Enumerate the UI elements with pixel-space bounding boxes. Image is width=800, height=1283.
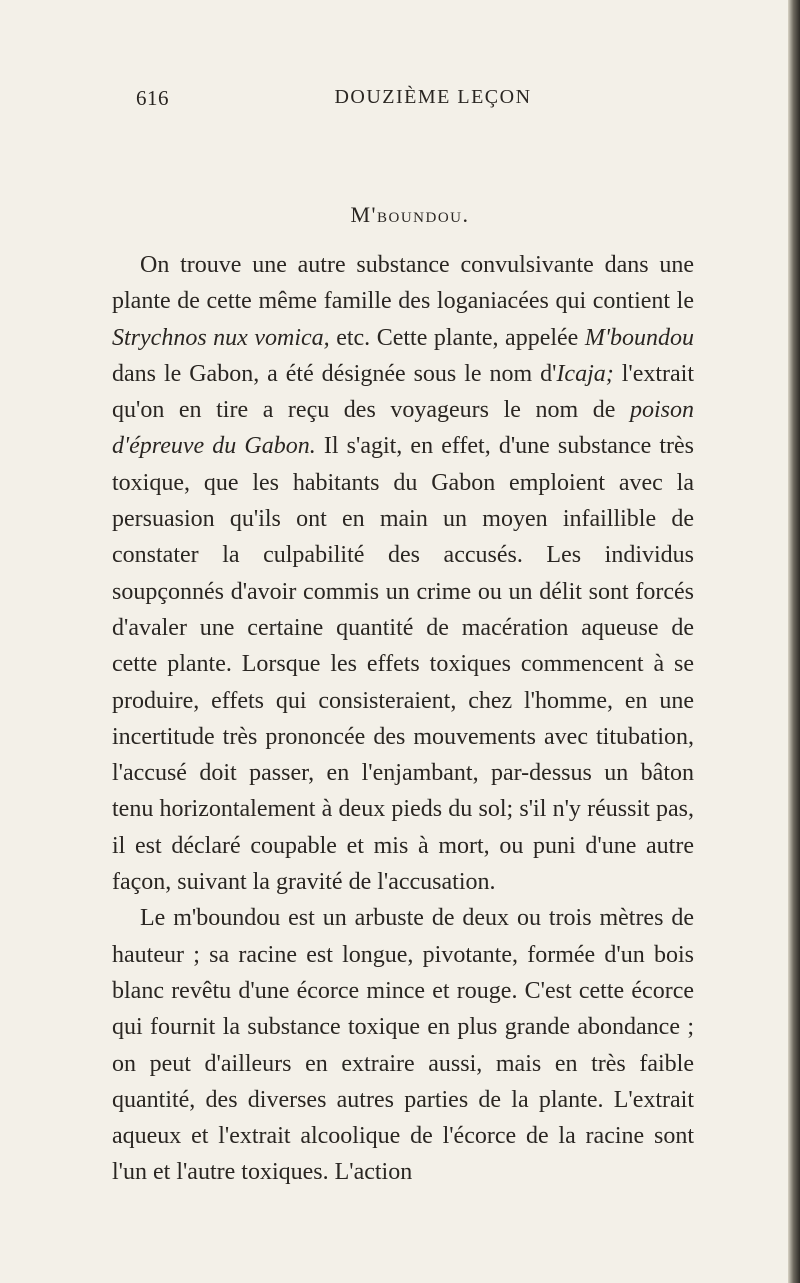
paragraph-2: Le m'boundou est un arbuste de deux ou trois mètres de hauteur ; sa racine est longue, pivotante, formée d'un bois blanc revêtu d'une écorce mince et rouge. C'est cette écorce qui fournit la substance toxique en plus grande abondance ; on peut d'ailleurs en extraire aussi, mais en très faible quantité, des diverses autres parties de la plante. L'extrait aqueux et l'extrait alcoolique de l'écorce de la racine sont l'un et l'autre toxiques. L'action <box>112 905 694 1186</box>
paragraph-1-italic-poison: poison d'épreuve du Gabon. <box>112 397 694 460</box>
paragraph-1-italic-icaja: Icaja; <box>556 360 614 387</box>
paragraph-1-italic-mboundou: M'boundou <box>584 324 694 351</box>
book-binding-edge <box>788 0 800 1283</box>
running-head <box>136 86 700 114</box>
paragraph-1-italic-strychnos: Strychnos nux vomica, <box>112 324 330 351</box>
paragraph-1-text-e: Il s'agit, en effet, d'une substance très toxique, que les habitants du Gabon emploient avec la persuasion qu'ils ont en main un moyen infaillible de constater la culpabilité des accusés. Les individus soupçonnés d'avoir commis un crime ou un délit sont forcés d'avaler une certaine quantité de macération aqueuse de cette plante. Lorsque les effets toxiques commencent à se produire, effets qui consisteraient, chez l'homme, en une incertitude très prononcée des mouvements avec titubation, l'accusé doit passer, en l'enjambant, par-dessus un bâton tenu horizontalement à deux pieds du sol; s'il n'y réussit pas, il est déclaré coupable et mis à mort, ou puni d'une autre façon, suivant la gravité de l'accusation. <box>112 433 695 896</box>
paragraph-1-text-b: etc. Cette plante, appelée <box>329 324 585 351</box>
paragraph-1 <box>112 247 694 900</box>
paragraph-1-text-d: l'extrait qu'on en tire a reçu des voyageurs le nom de <box>112 360 694 424</box>
running-title: DOUZIÈME LEÇON <box>334 86 532 108</box>
page-number: 616 <box>136 86 169 110</box>
paragraph-1-text-c: dans le Gabon, a été désignée sous le nom d' <box>112 360 557 387</box>
paragraph-1-text-a: On trouve une autre substance convulsivante dans une plante de cette même famille des loganiacées qui contient le <box>112 252 694 315</box>
body-text <box>112 247 694 1191</box>
section-title: M'boundou. <box>350 202 470 227</box>
